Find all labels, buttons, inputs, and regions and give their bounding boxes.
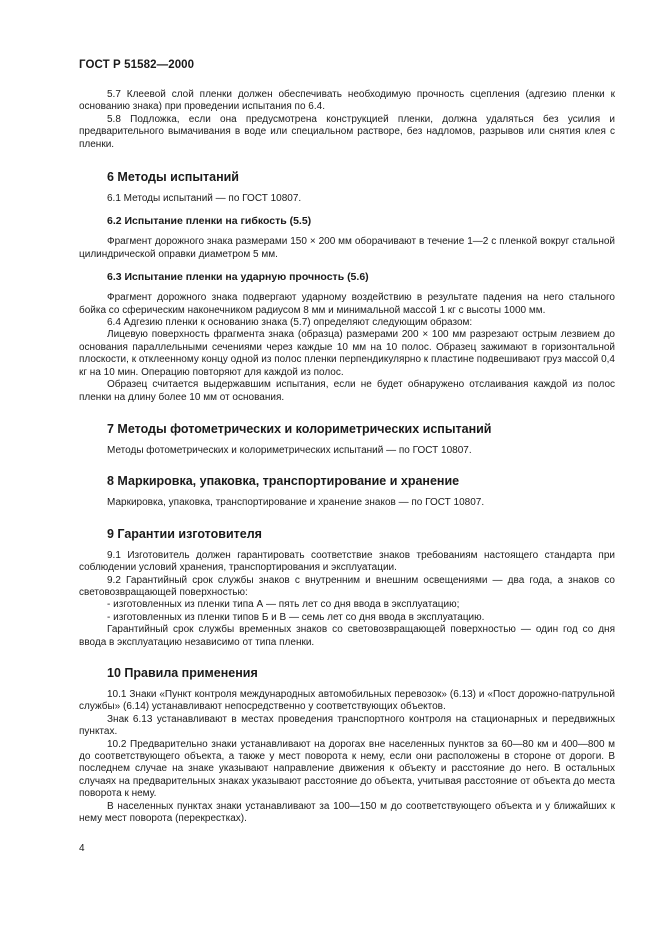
clause-10-1-sign-6-13: Знак 6.13 устанавливают в местах проведения транспортного контроля на стационарных и передвижных пунктах. — [79, 713, 615, 738]
section-9-title: 9 Гарантии изготовителя — [107, 526, 262, 541]
clause-9-temporary-signs: Гарантийный срок службы временных знаков со световозвращающей поверхностью — один год со дня ввода в эксплуатацию независимо от типа пленки. — [79, 624, 615, 648]
section-8-text: Маркировка, упаковка, транспортирование и хранение знаков — по ГОСТ 10807. — [107, 497, 485, 509]
section-10-title: 10 Правила применения — [107, 665, 258, 680]
clause-6-3-text: Фрагмент дорожного знака подвергают ударному воздействию в результате падения на него стального бойка со сферическим наконечником радиусом 8 мм и минимальной массой 1 кг с высоты 1000 мм. — [79, 292, 615, 316]
clause-5-7: 5.7 Клеевой слой пленки должен обеспечивать необходимую прочность сцепления (адгезию пленки к основанию знака) при проведении испытания по 6.4. — [79, 89, 615, 113]
clause-9-2: 9.2 Гарантийный срок службы знаков с внутренним и внешним освещениями — два года, а знаков со световозвращающей поверхностью: — [79, 574, 615, 598]
section-7-text: Методы фотометрических и колориметрических испытаний — по ГОСТ 10807. — [107, 444, 472, 456]
document-code-header: ГОСТ Р 51582—2000 — [79, 59, 195, 71]
page-number: 4 — [79, 843, 85, 854]
clause-6-4-criterion: Образец считается выдержавшим испытания, если не будет обнаружено отслаивания каждой из полос пленки на длину более 10 мм от основания. — [79, 379, 615, 403]
subsection-6-3-title: 6.3 Испытание пленки на ударную прочность (5.6) — [107, 271, 369, 284]
document-body — [79, 89, 615, 825]
clause-9-2-item-type-b-v: - изготовленных из пленки типов Б и В — семь лет со дня ввода в эксплуатацию. — [107, 611, 485, 623]
clause-10-2-settlements: В населенных пунктах знаки устанавливают за 100—150 м до соответствующего объекта и у ближайших к нему мест поворота (перекрестках). — [79, 800, 615, 825]
clause-6-4: 6.4 Адгезию пленки к основанию знака (5.7) определяют следующим образом: — [107, 317, 473, 329]
clause-5-8: 5.8 Подложка, если она предусмотрена конструкцией пленки, должна удаляться без усилия и предварительного вымачивания в воде или специальном растворе, без надломов, разрывов или снятия клея с пленки. — [79, 113, 615, 150]
clause-10-1: 10.1 Знаки «Пункт контроля международных автомобильных перевозок» (6.13) и «Пост дорожно-патрульной службы» (6.14) устанавливают непосредственно у соответствующих объектов. — [79, 688, 615, 713]
clause-6-4-procedure: Лицевую поверхность фрагмента знака (образца) размерами 200 × 100 мм разрезают острым лезвием до основания параллельными сечениями через каждые 10 мм на 10 полос. Образец зажимают в горизонтальной плоскости, к отклеенному концу одной из полос пленки перпендикулярно к пластине подвешивают груз массой 0,4 кг на 10 мин. Операцию повторяют для каждой из полос. — [79, 329, 615, 378]
clause-9-1: 9.1 Изготовитель должен гарантировать соответствие знаков требованиям настоящего стандарта при соблюдении условий хранения, транспортирования и эксплуатации. — [79, 549, 615, 574]
section-7-title: 7 Методы фотометрических и колориметрических испытаний — [107, 421, 492, 436]
clause-6-1: 6.1 Методы испытаний — по ГОСТ 10807. — [107, 193, 302, 205]
clause-9-2-item-type-a: - изготовленных из пленки типа А — пять лет со дня ввода в эксплуатацию; — [107, 599, 460, 611]
clause-10-2: 10.2 Предварительно знаки устанавливают на дорогах вне населенных пунктов за 60—80 км и 400—800 м до соответствующего объекта, а также у мест поворота к нему, если они расположены в стороне от дороги. В последнем случае на знаке указывают направление движения к объекту и расстояние до него. В остальных случаях на предварительных знаках указывают расстояние до объекта, учитывая расстояние от объекта до места поворота к нему. — [79, 738, 615, 800]
section-6-title: 6 Методы испытаний — [107, 170, 239, 185]
subsection-6-2-title: 6.2 Испытание пленки на гибкость (5.5) — [107, 215, 312, 228]
section-8-title: 8 Маркировка, упаковка, транспортирование и хранение — [107, 474, 460, 489]
clause-6-2-text: Фрагмент дорожного знака размерами 150 × 200 мм оборачивают в течение 1—2 с пленкой вокруг стальной цилиндрической оправки диаметром 5 мм. — [79, 236, 615, 260]
